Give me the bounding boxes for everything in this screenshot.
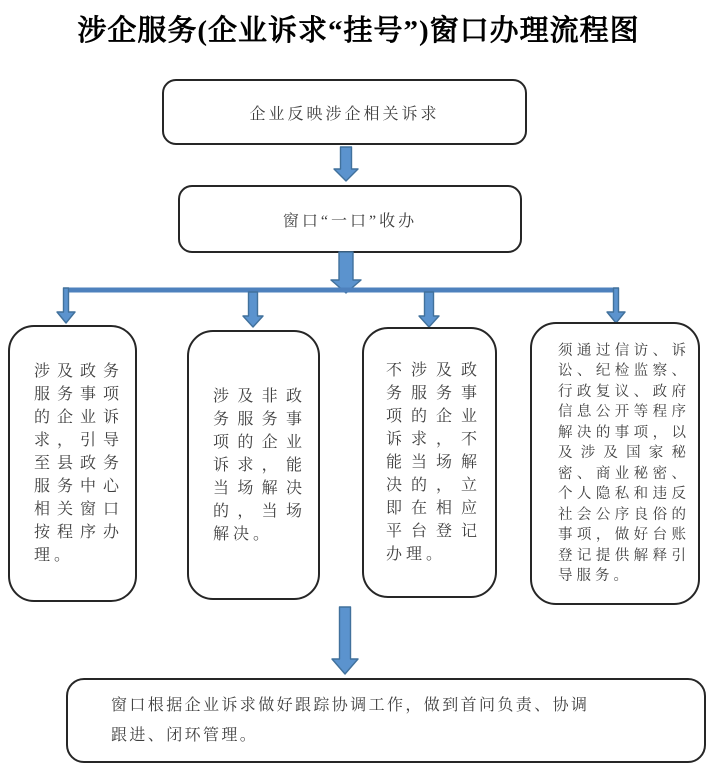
node-branch-4-label: 须通过信访、诉讼、纪检监察、行政复议、政府信息公开等程序解决的事项，以及涉及国家秘密、商业秘密、个人隐私和违反社会公序良俗的事项，做好台账登记提供解释引导服务。 [558,342,690,584]
node-branch-2 [187,330,320,600]
node-intake-label: 窗口“一口”收办 [282,212,418,230]
arrow-start-to-intake-icon [330,146,362,182]
node-branch-2-label: 涉及非政务服务事项的企业诉求，能当场解决的，当场解决。 [213,387,306,543]
arrow-to-branch-1-icon [57,288,75,323]
node-end [66,678,706,763]
node-branch-1-label: 涉及政务服务事项的企业诉求，引导至县政务服务中心相关窗口按程序办理。 [34,363,123,564]
node-branch-3-label: 不涉及政务服务事项的企业诉求，不能当场解决的，立即在相应平台登记办理。 [386,362,481,563]
node-start [162,79,527,145]
arrow-to-branch-4-icon [607,288,625,323]
arrow-to-branch-3-icon [419,292,439,327]
arrow-to-branch-2-icon [243,292,263,327]
node-intake [178,185,522,253]
flowchart-title: 涉企服务(企业诉求“挂号”)窗口办理流程图 [77,15,640,47]
node-branch-4 [530,322,700,605]
node-branch-1 [8,325,137,602]
arrow-branches-to-end-icon [328,606,364,676]
node-start-label: 企业反映涉企相关诉求 [249,105,440,123]
node-end-label: 窗口根据企业诉求做好跟踪协调工作，做到首问负责、协调跟进、闭环管理。 [111,696,590,744]
node-branch-3 [362,327,497,598]
